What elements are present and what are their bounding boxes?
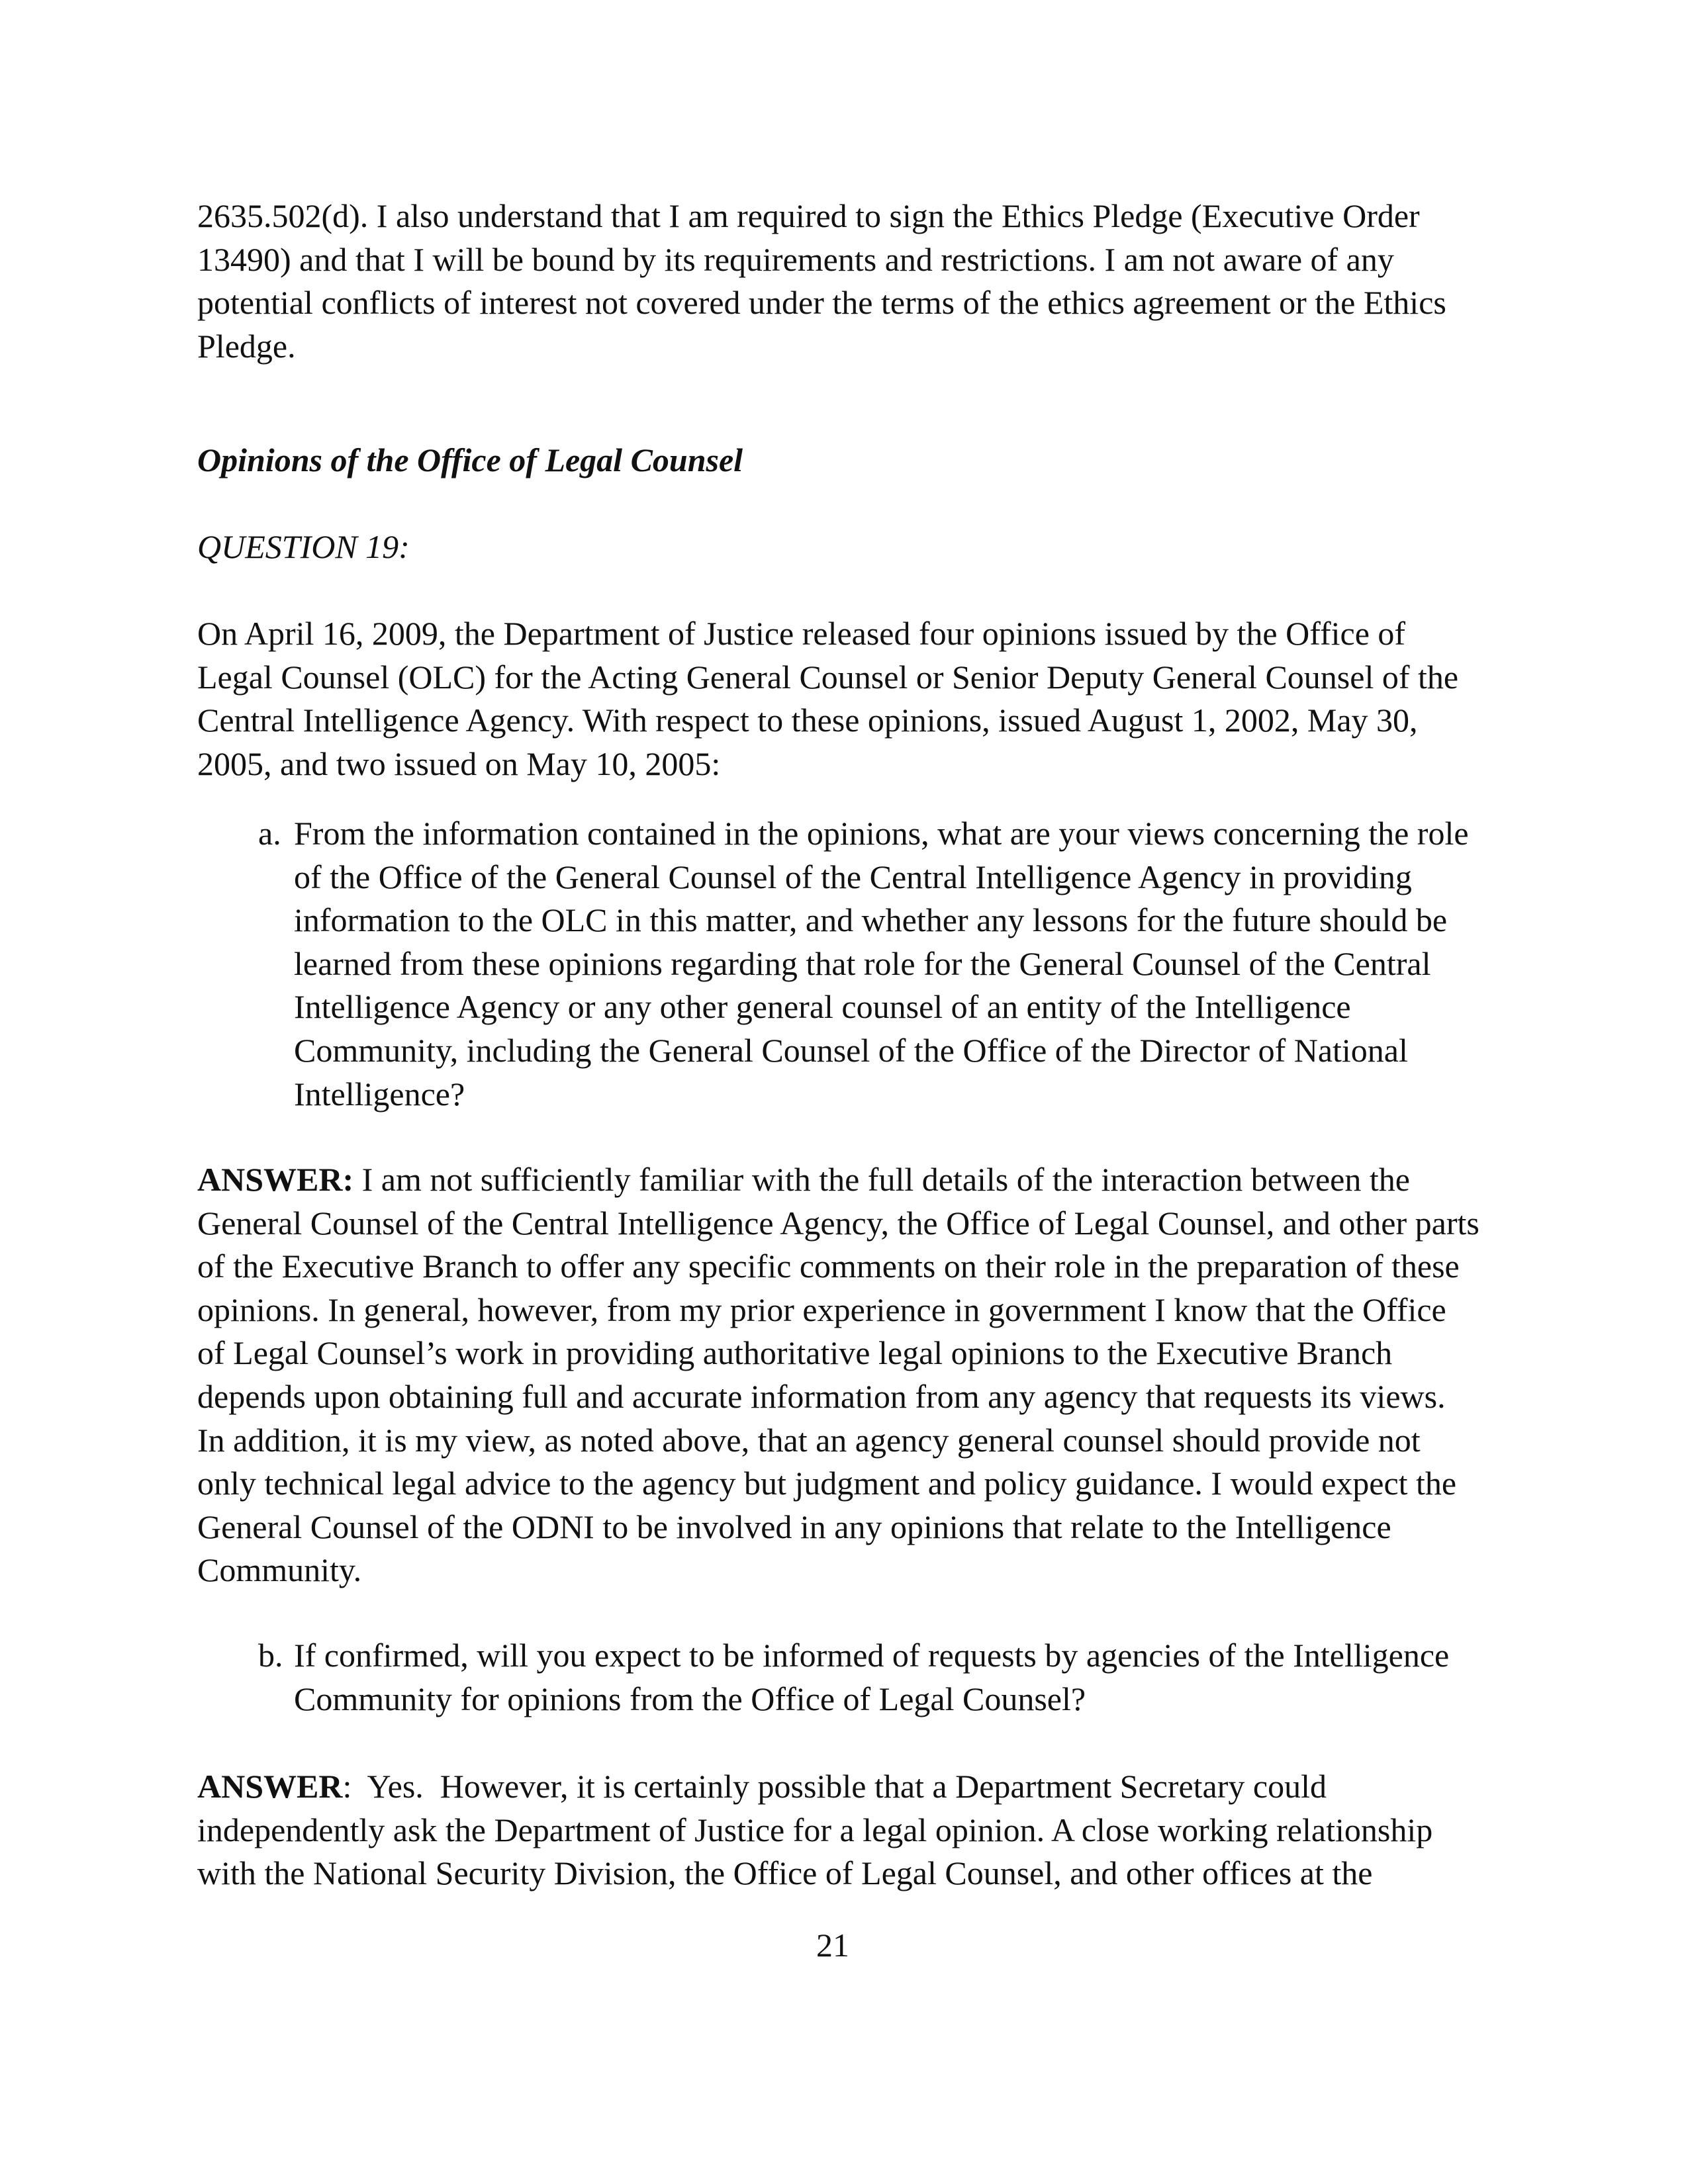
text-line: of the Office of the General Counsel of the Central Intelligence Agency in providing [294, 858, 1412, 895]
text-line: potential conflicts of interest not covered under the terms of the ethics agreement or the Ethics [197, 284, 1446, 322]
question-item-b [258, 1634, 1449, 1721]
intro-paragraph [197, 195, 1446, 368]
page-number: 21 [816, 1927, 849, 1964]
text-line [197, 1158, 1479, 1202]
answer-text: : Yes. However, it is certainly possible that a Department Secretary could [342, 1768, 1327, 1805]
text-line: Intelligence? [294, 1075, 465, 1113]
text-line: 2635.502(d). I also understand that I am required to sign the Ethics Pledge (Executive Order [197, 197, 1420, 234]
text-line: Community. [197, 1551, 362, 1589]
question-paragraph [197, 612, 1458, 786]
text-line: opinions. In general, however, from my prior experience in government I know that the Office [197, 1291, 1446, 1328]
text-line: only technical legal advice to the agency but judgment and policy guidance. I would expect the [197, 1465, 1457, 1502]
question-item-b-text [294, 1634, 1449, 1721]
answer-b [197, 1765, 1432, 1895]
text-line: Legal Counsel (OLC) for the Acting General Counsel or Senior Deputy General Counsel of the [197, 658, 1459, 696]
answer-label: ANSWER [197, 1768, 343, 1805]
text-line: Intelligence Agency or any other general counsel of an entity of the Intelligence [294, 988, 1351, 1026]
text-line: If confirmed, will you expect to be informed of requests by agencies of the Intelligence [294, 1637, 1450, 1674]
text-line: with the National Security Division, the Office of Legal Counsel, and other offices at the [197, 1854, 1373, 1892]
list-marker: b. [258, 1637, 283, 1674]
text-line: General Counsel of the Central Intelligence Agency, the Office of Legal Counsel, and other parts [197, 1204, 1479, 1242]
text-line: independently ask the Department of Justice for a legal opinion. A close working relationship [197, 1811, 1433, 1848]
list-marker: a. [258, 815, 281, 852]
text-line: Community, including the General Counsel of the Office of the Director of National [294, 1031, 1408, 1069]
text-line: of Legal Counsel’s work in providing authoritative legal opinions to the Executive Branch [197, 1334, 1393, 1372]
text-line: information to the OLC in this matter, and whether any lessons for the future should be [294, 901, 1448, 939]
text-line: In addition, it is my view, as noted above, that an agency general counsel should provide not [197, 1421, 1421, 1459]
text-line: From the information contained in the opinions, what are your views concerning the role [294, 815, 1469, 852]
text-line: of the Executive Branch to offer any specific comments on their role in the preparation of these [197, 1248, 1460, 1285]
answer-text: I am not sufficiently familiar with the full details of the interaction between the [353, 1161, 1410, 1198]
section-heading: Opinions of the Office of Legal Counsel [197, 441, 743, 478]
question-item-a [258, 812, 1469, 1116]
text-line: Central Intelligence Agency. With respect to these opinions, issued August 1, 2002, May 30, [197, 702, 1418, 739]
question-item-a-text [294, 812, 1469, 1116]
answer-a [197, 1158, 1479, 1592]
text-line: Community for opinions from the Office of Legal Counsel? [294, 1680, 1086, 1717]
text-line: Pledge. [197, 327, 296, 365]
text-line: 2005, and two issued on May 10, 2005: [197, 745, 721, 782]
text-line: General Counsel of the ODNI to be involved in any opinions that relate to the Intelligence [197, 1508, 1391, 1545]
text-line [197, 1765, 1432, 1809]
text-line: learned from these opinions regarding that role for the General Counsel of the Central [294, 944, 1431, 982]
question-label: QUESTION 19: [197, 528, 410, 565]
text-line: 13490) and that I will be bound by its requirements and restrictions. I am not aware of any [197, 240, 1394, 278]
text-line: On April 16, 2009, the Department of Justice released four opinions issued by the Office of [197, 615, 1406, 652]
text-line: depends upon obtaining full and accurate information from any agency that requests its views. [197, 1377, 1446, 1415]
answer-label: ANSWER: [197, 1161, 354, 1198]
